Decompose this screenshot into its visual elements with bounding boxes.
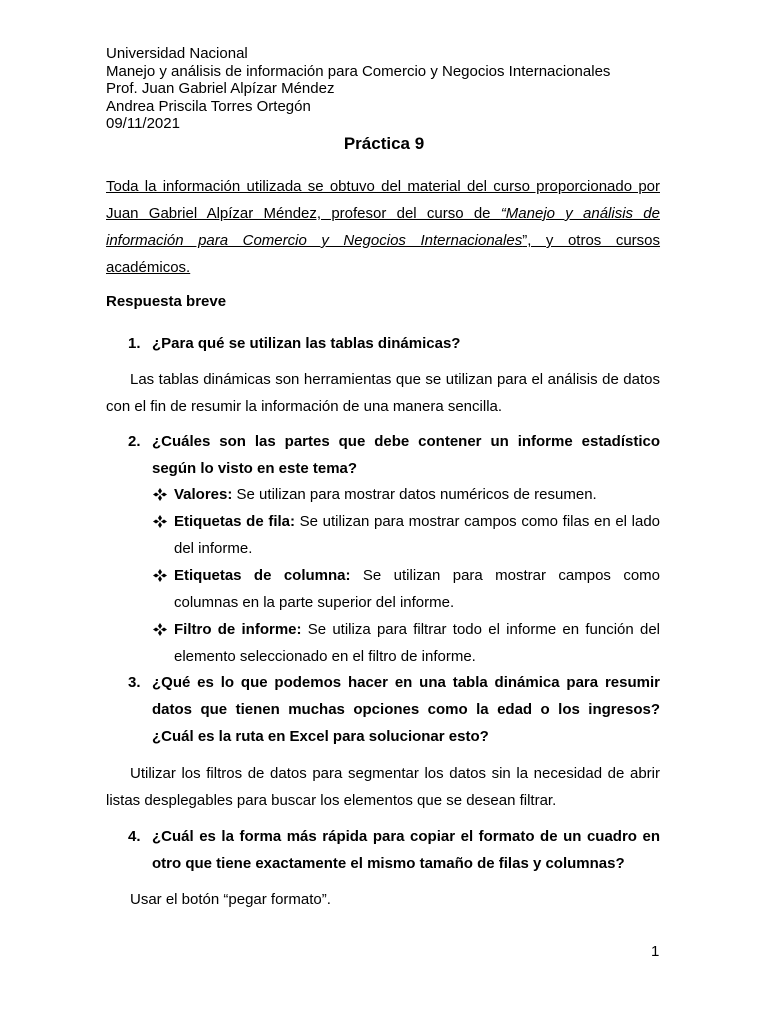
question-text: ¿Qué es lo que podemos hacer en una tabla dinámica para resumir datos que tienen muchas opciones como la edad o los ingresos? ¿Cuál es la ruta en Excel para solucionar esto?: [152, 674, 660, 745]
list-item: [152, 616, 660, 670]
question-text: ¿Cuál es la forma más rápida para copiar el formato de un cuadro en otro que tiene exactamente el mismo tamaño de filas y columnas?: [152, 828, 660, 872]
intro-paragraph: [106, 173, 660, 281]
intro-course-title: “Manejo y análisis de información para Comercio y Negocios Internacionales: [106, 205, 660, 249]
four-diamond-bullet-icon: [152, 562, 168, 589]
four-diamond-bullet-icon: [152, 508, 168, 535]
document-date: 09/11/2021: [106, 115, 180, 133]
list-item: [152, 562, 660, 616]
bullet-term: Filtro de informe:: [174, 621, 302, 638]
question-number: 3.: [128, 674, 141, 691]
question-4: [128, 823, 660, 877]
intro-text-part1: Toda la información utilizada se obtuvo del material del curso proporcionado por Juan Gabriel Alpízar Méndez, profesor del curso de: [106, 178, 660, 222]
intro-text-part2: ”, y otros cursos académicos.: [106, 232, 661, 276]
answer-1: Las tablas dinámicas son herramientas que se utilizan para el análisis de datos con el fin de resumir la información de una manera sencilla.: [106, 371, 660, 415]
question-2: [128, 428, 660, 482]
question-1: [128, 330, 660, 357]
question-text: ¿Cuáles son las partes que debe contener un informe estadístico según lo visto en este tema?: [152, 433, 660, 477]
page-title: Práctica 9: [343, 134, 425, 153]
report-parts-list: [152, 481, 660, 670]
bullet-term: Etiquetas de columna:: [174, 567, 351, 584]
bullet-term: Etiquetas de fila:: [174, 513, 295, 530]
course-name: Manejo y análisis de información para Comercio y Negocios Internacionales: [106, 62, 611, 80]
student-name: Andrea Priscila Torres Ortegón: [106, 97, 311, 115]
bullet-description: Se utilizan para mostrar campos como filas en el lado del informe.: [174, 513, 660, 557]
section-title: Respuesta breve: [106, 293, 227, 310]
answer-3: Utilizar los filtros de datos para segmentar los datos sin la necesidad de abrir listas desplegables para buscar los elementos que se desean filtrar.: [106, 765, 660, 809]
page-number: 1: [651, 943, 660, 960]
four-diamond-bullet-icon: [152, 616, 168, 643]
question-number: 2.: [128, 433, 141, 450]
document-header: [106, 45, 610, 133]
list-item: [152, 508, 660, 562]
question-text: ¿Para qué se utilizan las tablas dinámicas?: [152, 335, 461, 352]
university-name: Universidad Nacional: [106, 45, 248, 62]
list-item: [152, 481, 660, 508]
question-number: 1.: [128, 335, 141, 352]
answer-4: Usar el botón “pegar formato”.: [130, 891, 331, 908]
bullet-term: Valores:: [174, 486, 233, 503]
bullet-description: Se utilizan para mostrar campos como columnas en la parte superior del informe.: [174, 567, 660, 611]
question-number: 4.: [128, 828, 141, 845]
question-3: [128, 669, 660, 750]
bullet-description: Se utiliza para filtrar todo el informe en función del elemento seleccionado en el filtro de informe.: [174, 621, 660, 665]
professor-name: Prof. Juan Gabriel Alpízar Méndez: [106, 80, 335, 98]
four-diamond-bullet-icon: [152, 481, 168, 508]
bullet-description: Se utilizan para mostrar datos numéricos de resumen.: [232, 486, 597, 503]
